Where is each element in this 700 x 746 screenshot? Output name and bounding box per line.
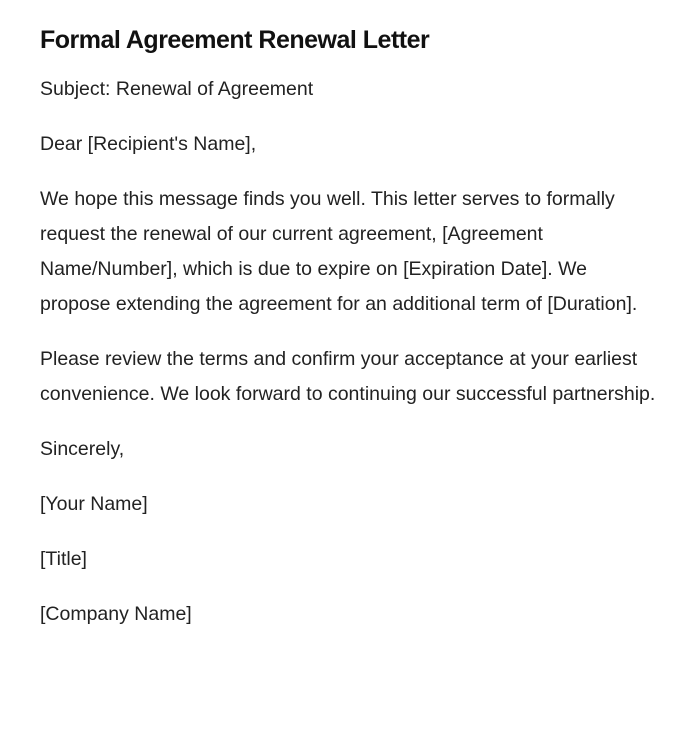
subject-line: Subject: Renewal of Agreement <box>40 78 314 100</box>
sender-name: [Your Name] <box>40 493 148 515</box>
closing: Sincerely, <box>40 438 125 460</box>
sender-title: [Title] <box>40 548 87 570</box>
letter-title: Formal Agreement Renewal Letter <box>40 26 430 54</box>
body-paragraph-1: We hope this message finds you well. This letter serves to formally request the renewal of our current agreement, [Agreement Name/Number], which is due to expire on [Expiration Date]. We propose extending the agreement for an additional term of [Duration]. <box>40 188 638 315</box>
body-paragraph-2: Please review the terms and confirm your acceptance at your earliest convenience. We look forward to continuing our successful partnership. <box>40 348 656 405</box>
sender-company: [Company Name] <box>40 603 192 625</box>
greeting: Dear [Recipient's Name], <box>40 133 257 155</box>
